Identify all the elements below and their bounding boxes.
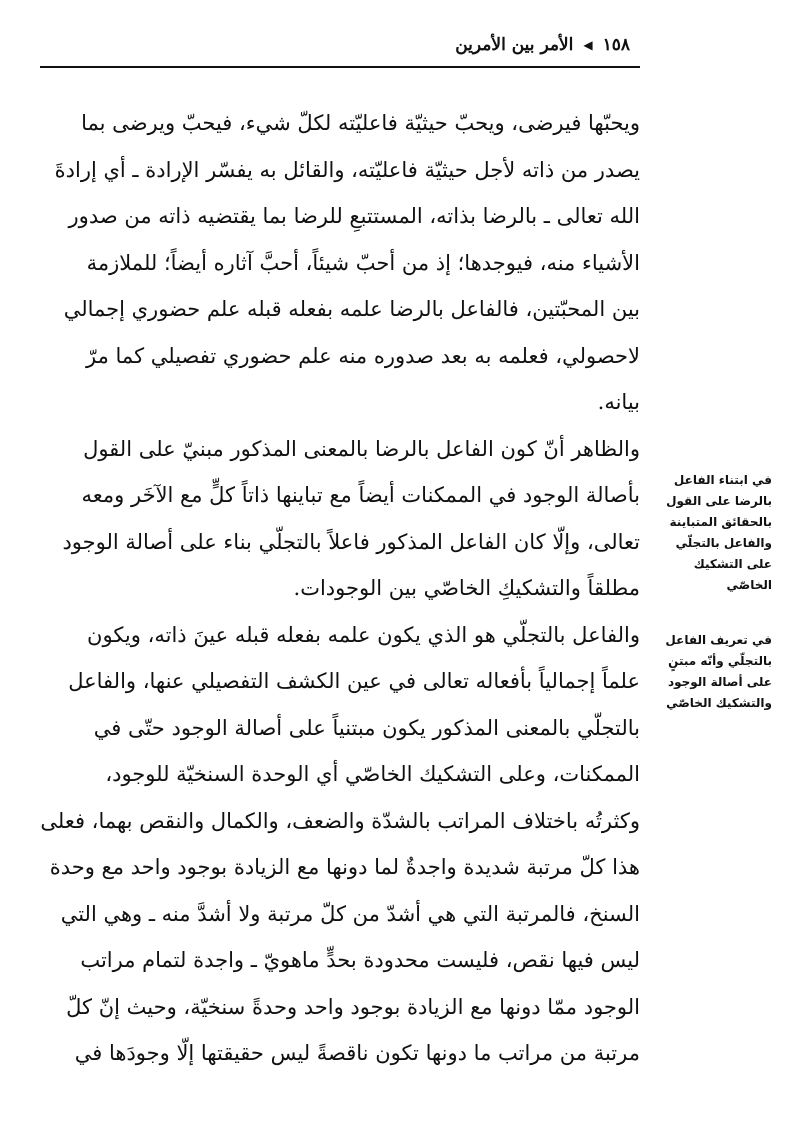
text-line: الله تعالى ـ بالرضا بذاته، المستتبعِ للرضا بما يقتضيه ذاته من صدور xyxy=(68,204,640,228)
margin-note-line: في ابتناء الفاعل xyxy=(673,473,772,487)
text-line: والفاعل بالتجلّي هو الذي يكون علمه بفعله قبله عينَ ذاته، ويكون xyxy=(87,622,640,647)
margin-note-line: على التشكيك xyxy=(693,557,772,571)
text-line: هذا كلّ مرتبة شديدة واجدةٌ لما دونها مع الزيادة بوجود واحد مع وحدة xyxy=(49,855,640,879)
margin-note-line: والتشكيك الخاصّي xyxy=(666,696,772,710)
text-line: الممكنات، وعلى التشكيك الخاصّي أي الوحدة السنخيّة للوجود، xyxy=(105,762,640,786)
chapter-title: الأمر بين الأمرين xyxy=(455,35,574,55)
margin-note-line: في تعريف الفاعل xyxy=(665,633,772,647)
text-line: علماً إجمالياً بأفعاله تعالى في عين الكشف التفصيلي عنها، والفاعل xyxy=(68,669,640,693)
header-rule xyxy=(40,66,640,68)
text-line: يصدر من ذاته لأجل حيثيّة فاعليّته، والقائل به يفسّر الإرادة ـ أي إرادةَ xyxy=(54,157,640,182)
text-line: الوجود ممّا دونها مع الزيادة بوجود واحد وحدةً سنخيّة، وحيث إنّ كلّ xyxy=(66,994,640,1019)
margin-note-2 xyxy=(652,630,772,714)
text-line: والظاهر أنّ كون الفاعل بالرضا بالمعنى المذكور مبنيّ على القول xyxy=(83,436,640,461)
margin-note-1 xyxy=(652,470,772,596)
text-line: ليس فيها نقص، فليست محدودة بحدٍّ ماهويّ ـ واجدة لتمام مراتب xyxy=(80,948,640,972)
paragraph-3 xyxy=(40,612,640,1077)
margin-note-line: الخاصّي xyxy=(726,578,772,592)
text-line: لاحصولي، فعلمه به بعد صدوره منه علم حضوري تفصيلي كما مرّ xyxy=(86,343,640,368)
page-number: ١٥٨ xyxy=(602,35,630,55)
paragraph-1 xyxy=(40,100,640,426)
text-line: بالتجلّي بالمعنى المذكور يكون مبتنياً على أصالة الوجود حتّى في xyxy=(93,715,640,740)
main-text xyxy=(40,100,640,1077)
text-line: وكثرتُه باختلاف المراتب بالشدّة والضعف، والكمال والنقص بهما، فعلى xyxy=(40,808,640,833)
margin-note-line: على أصالة الوجود xyxy=(667,675,772,689)
text-line: بأصالة الوجود في الممكنات أيضاً مع تباينها ذاتاً كلٍّ مع الآخَر ومعه xyxy=(81,483,640,507)
text-line: السنخ، فالمرتبة التي هي أشدّ من كلّ مرتبة ولا أشدَّ منه ـ وهي التي xyxy=(60,901,640,926)
text-line: ويحبّها فيرضى، ويحبّ حيثيّة فاعليّته لكلّ شيء، فيحبّ ويرضى بما xyxy=(81,111,640,135)
margin-note-line: بالرضا على القول xyxy=(666,494,772,508)
margin-note-line: والفاعل بالتجلّي xyxy=(675,536,772,550)
text-line: بيانه. xyxy=(597,390,640,414)
text-line: مطلقاً والتشكيكِ الخاصّي بين الوجودات. xyxy=(293,576,640,600)
paragraph-2 xyxy=(40,426,640,612)
text-line: مرتبة من مراتب ما دونها تكون ناقصةً ليس حقيقتها إلّا وجودَها في xyxy=(74,1041,640,1065)
margin-note-line: بالتجلّي وأنّه مبتنٍ xyxy=(668,654,772,668)
text-line: تعالى، وإلّا كان الفاعل المذكور فاعلاً بالتجلّي بناء على أصالة الوجود xyxy=(62,529,640,554)
text-line: بين المحبّتين، فالفاعل بالرضا علمه بفعله قبله علم حضوري إجمالي xyxy=(63,297,640,321)
margin-note-line: بالحقائق المتباينة xyxy=(669,515,772,529)
running-header xyxy=(430,32,630,58)
text-line: الأشياء منه، فيوجدها؛ إذ من أحبّ شيئاً، أحبَّ آثاره أيضاً؛ للملازمة xyxy=(86,250,640,275)
triangle-pointer-icon: ◀ xyxy=(583,38,593,52)
